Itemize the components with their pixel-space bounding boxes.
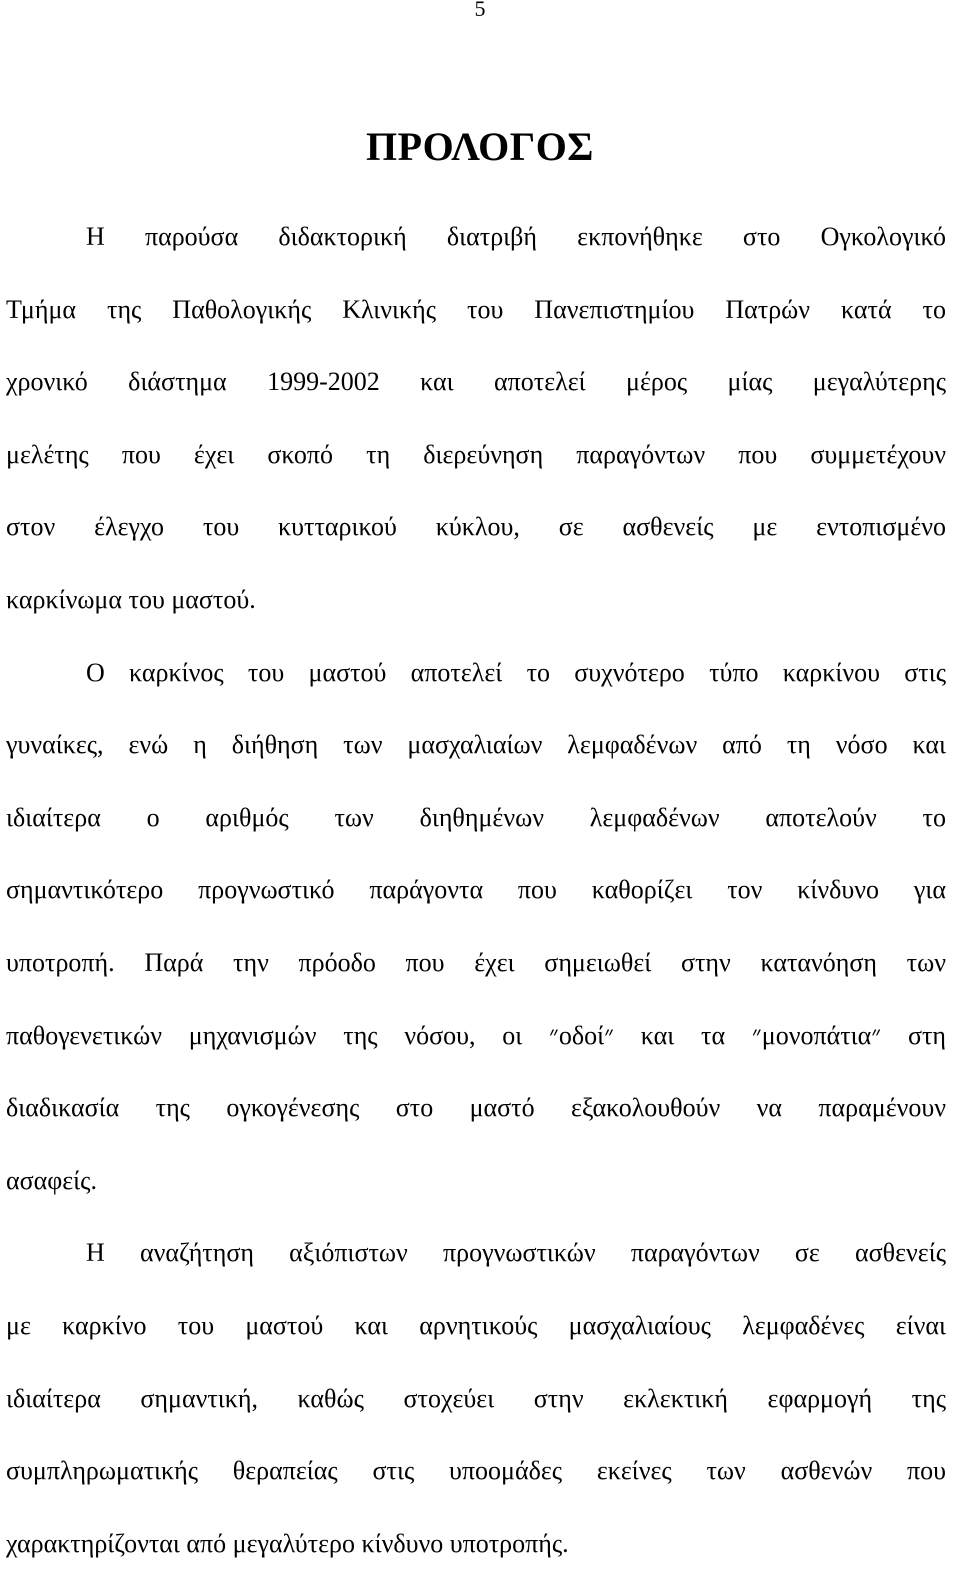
paragraph-1-line-2: Τμήμα της Παθολογικής Κλινικής του Πανεπιστημίου Πατρών κατά το [6, 294, 946, 324]
paragraph-2-line-5: υποτροπή. Παρά την πρόοδο που έχει σημειωθεί στην κατανόηση των [6, 947, 946, 977]
paragraph-1-line-3: χρονικό διάστημα 1999-2002 και αποτελεί μέρος μίας μεγαλύτερης [6, 367, 946, 397]
paragraph-3-line-2: με καρκίνο του μαστού και αρνητικούς μασχαλιαίους λεμφαδένες είναι [6, 1310, 946, 1340]
paragraph-2-line-4: σημαντικότερο προγνωστικό παράγοντα που καθορίζει τον κίνδυνο για [6, 875, 946, 905]
paragraph-3-line-4: συμπληρωματικής θεραπείας στις υποομάδες εκείνες των ασθενών που [6, 1456, 946, 1486]
paragraph-1-line-1: Η παρούσα διδακτορική διατριβή εκπονήθηκε στο Ογκολογικό [86, 222, 946, 251]
paragraph-2-line-6: παθογενετικών μηχανισμών της νόσου, οι ״οδοί״ και τα ״μονοπάτια״ στη [6, 1020, 947, 1050]
page-number: 5 [474, 0, 486, 21]
paragraph-2-line-2: γυναίκες, ενώ η διήθηση των μασχαλιαίων λεμφαδένων από τη νόσο και [6, 730, 946, 760]
paragraph-2-line-1: Ο καρκίνος του μαστού αποτελεί το συχνότερο τύπο καρκίνου στις [86, 657, 946, 687]
paragraph-1-line-5: στον έλεγχο του κυτταρικού κύκλου, σε ασθενείς με εντοπισμένο [6, 512, 946, 542]
paragraph-1-line-4: μελέτης που έχει σκοπό τη διερεύνηση παραγόντων που συμμετέχουν [6, 439, 946, 469]
page-title: ΠΡΟΛΟΓΟΣ [366, 124, 594, 169]
paragraph-2-line-7: διαδικασία της ογκογένεσης στο μαστό εξακολουθούν να παραμένουν [6, 1093, 946, 1123]
paragraph-3-line-5: χαρακτηρίζονται από μεγαλύτερο κίνδυνο υποτροπής. [6, 1528, 569, 1558]
paragraph-3-line-1: Η αναζήτηση αξιόπιστων προγνωστικών παραγόντων σε ασθενείς [86, 1238, 946, 1268]
paragraph-3-line-3: ιδιαίτερα σημαντική, καθώς στοχεύει στην εκλεκτική εφαρμογή της [6, 1383, 946, 1413]
paragraph-1-line-6: καρκίνωμα του μαστού. [6, 584, 256, 614]
preface-body [6, 201, 946, 1580]
paragraph-2-line-8: ασαφείς. [6, 1165, 97, 1195]
paragraph-2-line-3: ιδιαίτερα ο αριθμός των διηθημένων λεμφαδένων αποτελούν το [6, 802, 946, 832]
